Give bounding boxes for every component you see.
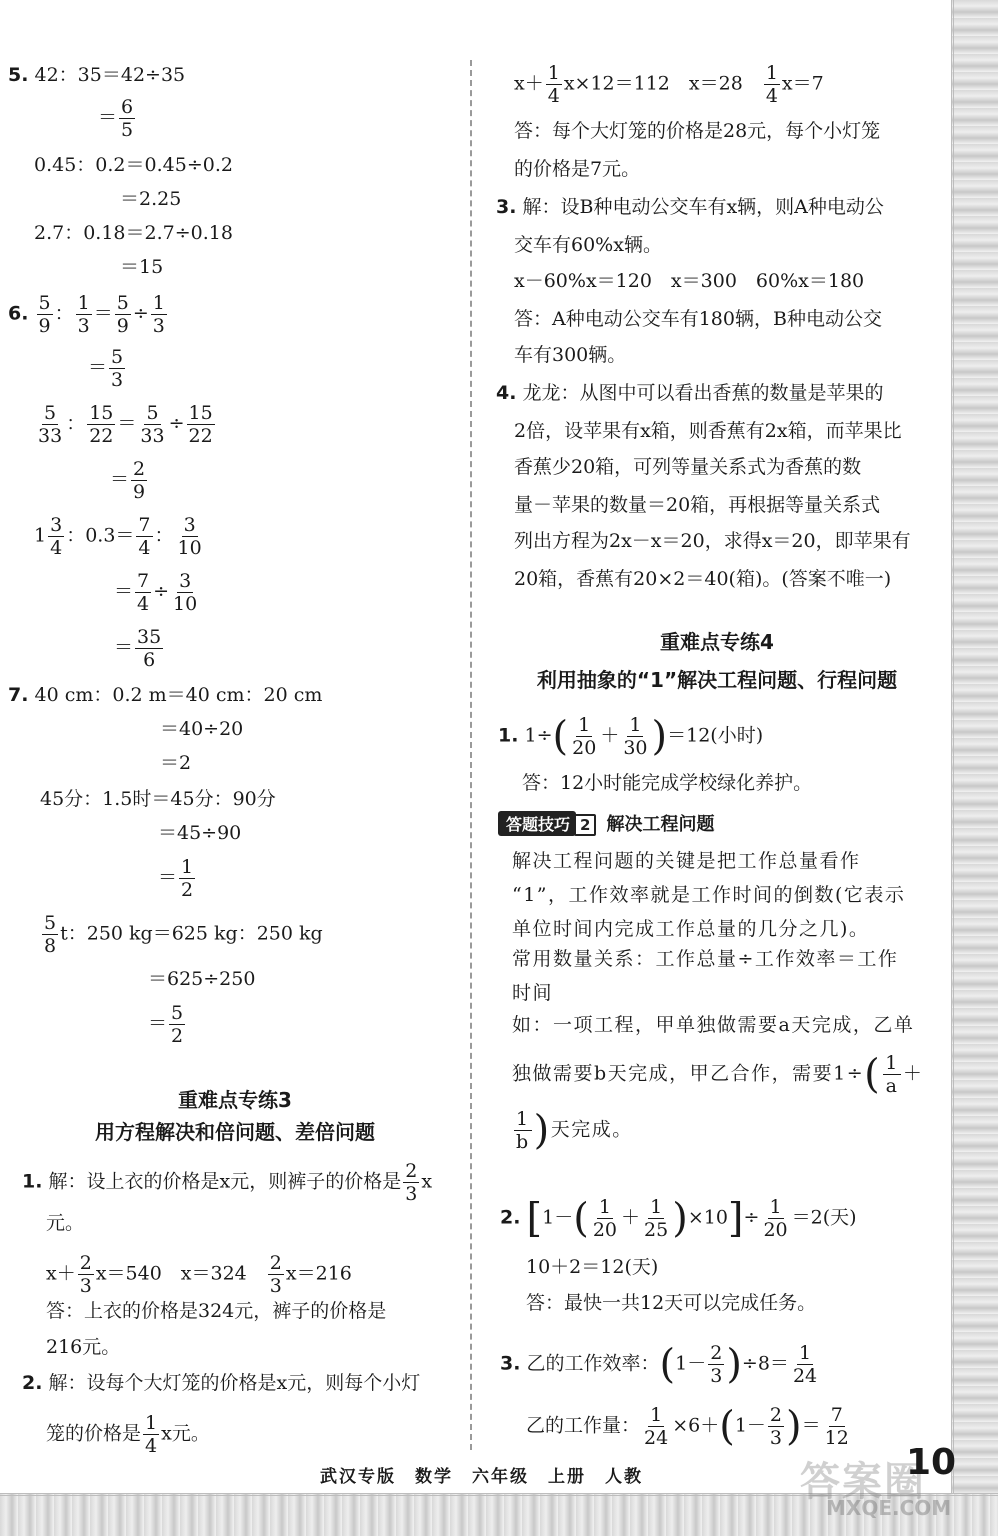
section4-title: 重难点专练4	[660, 630, 774, 654]
r-line1: x＋ $\frac{1}{4}$ x×12＝112 x＝28 $\frac{1}{4}$ x＝7	[514, 62, 824, 107]
q5-line6: ＝15	[120, 256, 164, 278]
q4-line4: 量－苹果的数量＝20箱，再根据等量关系式	[514, 494, 881, 516]
q4-line3: 香蕉少20箱，可列等量关系式为香蕉的数	[514, 456, 862, 478]
q7-line4: 45分：1.5时＝45分：90分	[40, 788, 276, 810]
q6-line2: ＝ $\frac{5}{3}$	[88, 346, 124, 391]
q6-line5: 1 $\frac{3}{4}$ ：0.3＝ $\frac{7}{4}$ ： $\frac{3}{10}$	[34, 514, 202, 559]
column-divider	[470, 60, 472, 1450]
q6-line7: ＝ $\frac{35}{6}$	[114, 626, 162, 671]
tip-header	[498, 810, 714, 836]
q7-line3: ＝2	[160, 752, 192, 774]
section3-subtitle: 用方程解决和倍问题、差倍问题	[95, 1120, 375, 1144]
q6-line6: ＝ $\frac{7}{4}$ ÷ $\frac{3}{10}$	[114, 570, 198, 615]
q4-line1: 4. 龙龙：从图中可以看出香蕉的数量是苹果的	[496, 382, 884, 404]
tip-line6: 如：一项工程，甲单独做需要a天完成，乙单	[512, 1014, 915, 1036]
r-line2: 答：每个大灯笼的价格是28元，每个小灯笼	[514, 120, 881, 142]
s4q3-line1: 3. 乙的工作效率：(1－ $\frac{2}{3}$ )÷8＝ $\frac{1}{24}$	[500, 1341, 818, 1388]
q5-line2: ＝ $\frac{6}{5}$	[98, 96, 134, 141]
tip-line7: 独做需要b天完成，甲乙合作，需要1÷( $\frac{1}{a}$ ＋	[512, 1051, 924, 1098]
s3q1-line3: x＋ $\frac{2}{3}$ x＝540 x＝324 $\frac{2}{3}$ x＝216	[46, 1252, 352, 1297]
q3-line5: 车有300辆。	[514, 344, 627, 366]
q6-line4: ＝ $\frac{2}{9}$	[110, 458, 146, 503]
section3-title: 重难点专练3	[178, 1088, 292, 1112]
q7-line7: $\frac{5}{8}$ t：250 kg＝625 kg：250 kg	[44, 912, 323, 957]
s4q1-answer: 答：12小时能完成学校绿化养护。	[522, 772, 813, 794]
section4-subtitle: 利用抽象的“1”解决工程问题、行程问题	[536, 668, 898, 692]
q5-line5: 2.7：0.18＝2.7÷0.18	[34, 222, 233, 244]
q7-line5: ＝45÷90	[158, 822, 242, 844]
s4q2-line1: 2. [1－( $\frac{1}{20}$ ＋ $\frac{1}{25}$ )×10]÷ $\frac{1}{20}$ ＝2(天)	[500, 1195, 857, 1242]
q7-line9: ＝ $\frac{5}{2}$	[148, 1002, 184, 1047]
tip-line3: 单位时间内完成工作总量的几分之几)。	[512, 918, 870, 940]
r-line3: 的价格是7元。	[514, 158, 641, 180]
watermark-url: MXQE.COM	[826, 1496, 952, 1520]
q4-line5: 列出方程为2x－x＝20，求得x＝20，即苹果有	[514, 530, 911, 552]
s3q1-line2: 元。	[46, 1212, 85, 1234]
q6-line1: 6. $\frac{5}{9}$ ： $\frac{1}{3}$ ＝ $\frac{5}{9}$ ÷ $\frac{1}{3}$	[8, 292, 165, 337]
q3-line4: 答：A种电动公交车有180辆，B种电动公交	[514, 308, 882, 330]
s4q2-line2: 10＋2＝12(天)	[526, 1256, 659, 1278]
q3-line3: x－60%x＝120 x＝300 60%x＝180	[514, 270, 865, 292]
tip-line2: “1”，工作效率就是工作时间的倒数(它表示	[512, 884, 906, 906]
watermark-logo: 答案圈	[800, 1459, 926, 1505]
s3q2-line2: 笼的价格是 $\frac{1}{4}$ x元。	[46, 1412, 210, 1457]
decorative-right-border	[951, 0, 998, 1536]
s4q1-line1: 1. 1÷( $\frac{1}{20}$ ＋ $\frac{1}{30}$ )＝12(小时)	[498, 713, 764, 760]
tip-title: 解决工程问题	[606, 814, 715, 835]
s3q1-line1: 1. 解：设上衣的价格是x元，则裤子的价格是 $\frac{2}{3}$ x	[22, 1160, 433, 1205]
q6-line3: $\frac{5}{33}$ ： $\frac{15}{22}$ ＝ $\frac{5}{33}$ ÷ $\frac{15}{22}$	[38, 402, 213, 447]
page-number: 10	[906, 1442, 957, 1483]
tip-badge: 答题技巧	[498, 811, 576, 836]
q4-line6: 20箱，香蕉有20×2＝40(箱)。(答案不唯一)	[514, 568, 892, 590]
q3-line2: 交车有60%x辆。	[514, 234, 662, 256]
tip-number: 2	[574, 814, 596, 836]
q7-line2: ＝40÷20	[160, 718, 244, 740]
footer-text: 武汉专版 数学 六年级 上册 人教	[320, 1467, 643, 1487]
q5-line1: 5. 42：35＝42÷35	[8, 64, 186, 86]
s3q1-line4: 答：上衣的价格是324元，裤子的价格是	[46, 1300, 387, 1322]
tip-line5: 时间	[512, 982, 554, 1004]
q5-line4: ＝2.25	[120, 188, 182, 210]
tip-line8: $\frac{1}{b}$ )天完成。	[516, 1107, 633, 1154]
s4q3-line2: 乙的工作量： $\frac{1}{24}$ ×6＋(1－ $\frac{2}{3}$ )＝ $\frac{7}{12}$	[526, 1403, 849, 1450]
q5-line3: 0.45：0.2＝0.45÷0.2	[34, 154, 233, 176]
s4q2-line3: 答：最快一共12天可以完成任务。	[526, 1292, 817, 1314]
q7-line6: ＝ $\frac{1}{2}$	[158, 856, 194, 901]
q7-line8: ＝625÷250	[148, 968, 256, 990]
q3-line1: 3. 解：设B种电动公交车有x辆，则A种电动公	[496, 196, 884, 218]
q4-line2: 2倍，设苹果有x箱，则香蕉有2x箱，而苹果比	[514, 420, 902, 442]
q7-line1: 7. 40 cm：0.2 m＝40 cm：20 cm	[8, 684, 323, 706]
tip-line4: 常用数量关系：工作总量÷工作效率＝工作	[512, 948, 899, 970]
s3q2-line1: 2. 解：设每个大灯笼的价格是x元，则每个小灯	[22, 1372, 421, 1394]
s3q1-line5: 216元。	[46, 1336, 121, 1358]
tip-line1: 解决工程问题的关键是把工作总量看作	[512, 850, 861, 872]
